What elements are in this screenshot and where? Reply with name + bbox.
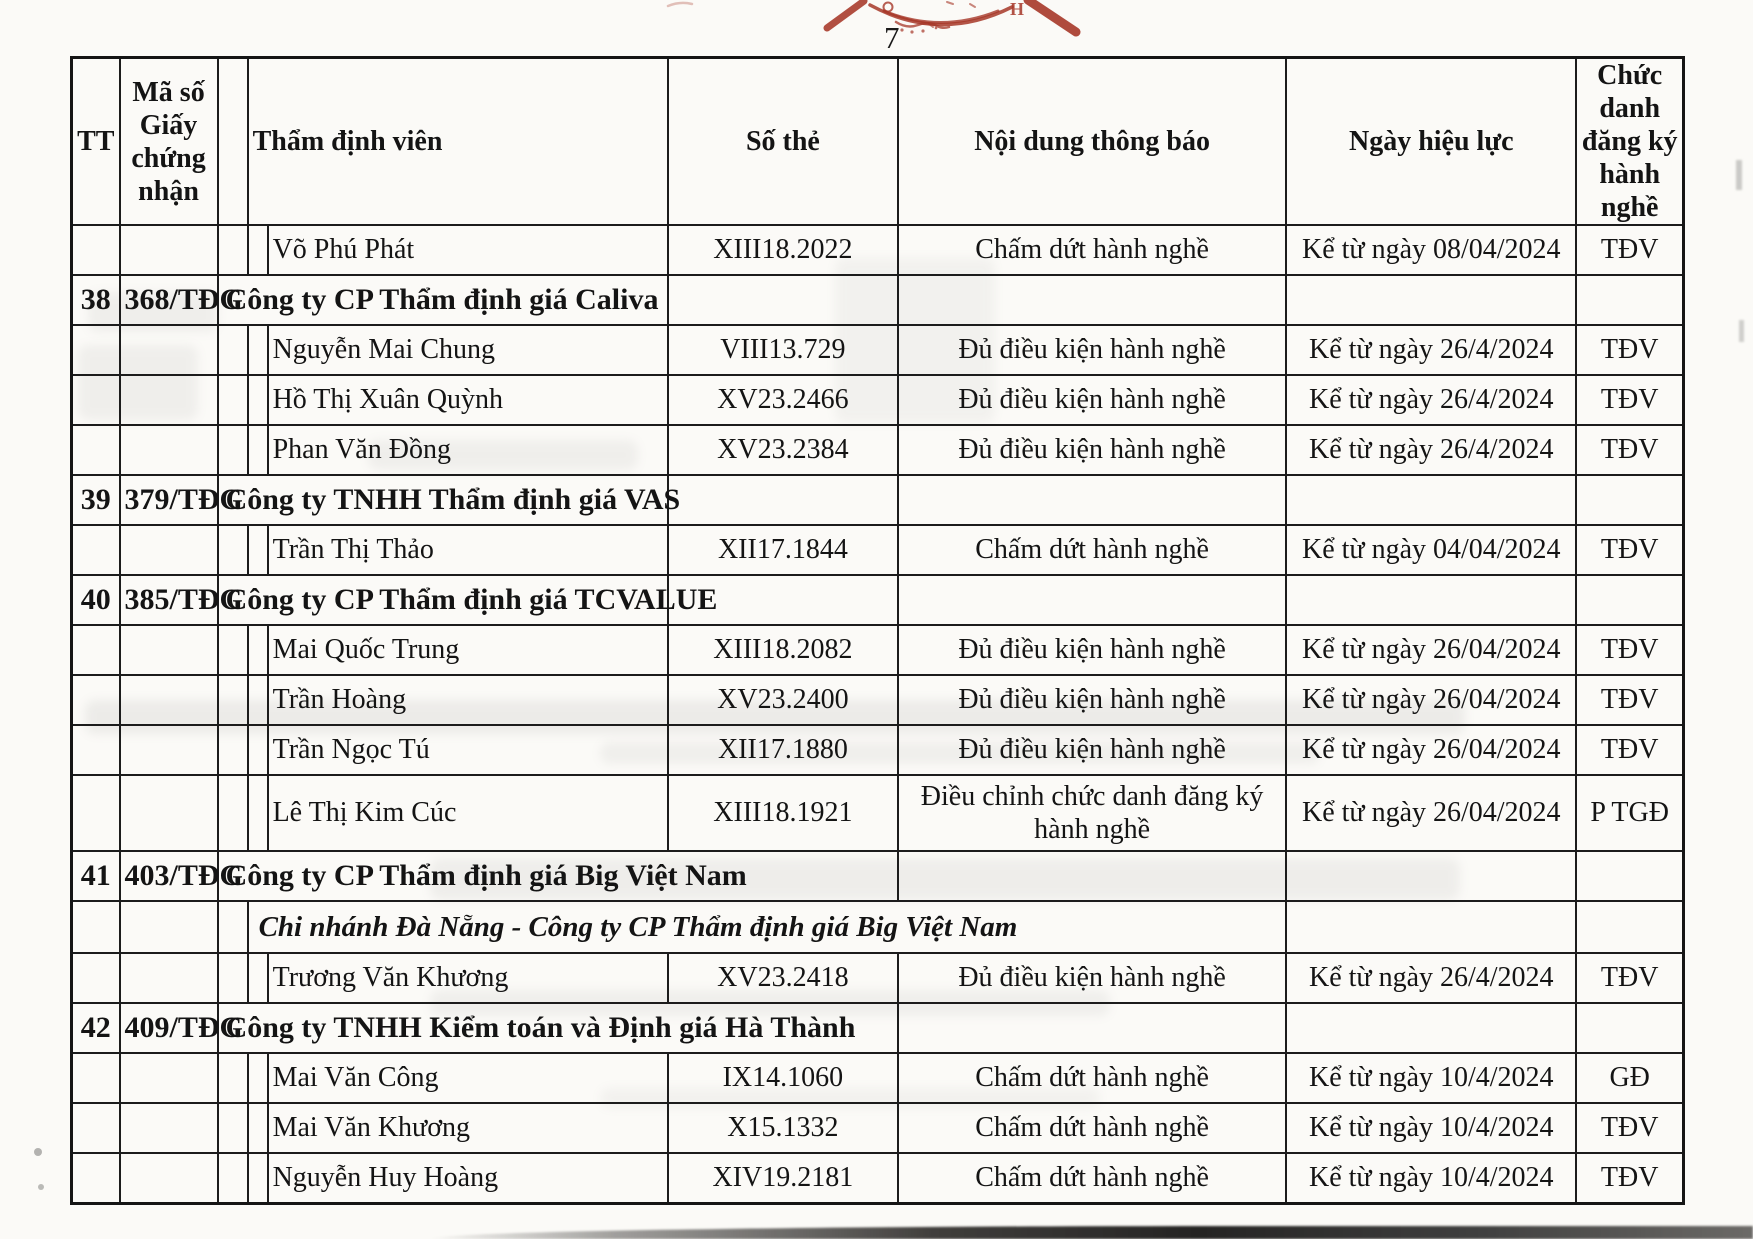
spacer-cell [248,325,268,375]
card-number-cell: XII17.1844 [668,525,898,575]
spacer-cell [218,675,248,725]
header-card-number: Số thẻ [668,58,898,226]
person-row [72,1053,1684,1103]
spacer-cell [218,775,248,851]
header-spacer [218,58,248,226]
title-cell [1576,1003,1683,1053]
branch-name-cell: Chi nhánh Đà Nẵng - Công ty CP Thẩm định giá Big Việt Nam [248,901,1287,953]
title-cell: TĐV [1576,325,1683,375]
cert-code-cell [120,675,218,725]
seal-letter: H [1010,0,1025,19]
tt-cell [72,625,120,675]
title-cell: P TGĐ [1576,775,1683,851]
cert-code-cell [120,425,218,475]
red-seal-fragment-icon [640,0,1100,46]
appraiser-name-cell: Trần Thị Thảo [268,525,668,575]
card-number-cell: IX14.1060 [668,1053,898,1103]
cert-code-cell [120,901,218,953]
title-cell: TĐV [1576,625,1683,675]
effective-date-cell: Kể từ ngày 10/4/2024 [1286,1053,1576,1103]
notice-cell: Đủ điều kiện hành nghề [898,953,1286,1003]
person-row [72,1103,1684,1153]
cert-code-cell [120,225,218,275]
card-number-cell: XIII18.2082 [668,625,898,675]
tt-cell: 41 [72,851,120,901]
company-name-cell: Công ty TNHH Thẩm định giá VAS [218,475,668,525]
spacer-cell [248,375,268,425]
title-cell: TĐV [1576,425,1683,475]
spacer-cell [218,225,248,275]
card-cell [668,475,898,525]
spacer-cell [218,953,248,1003]
tt-cell [72,425,120,475]
spacer-cell [218,325,248,375]
person-row [72,325,1684,375]
notice-cell [898,475,1286,525]
tt-cell [72,725,120,775]
appraiser-name-cell: Trần Ngọc Tú [268,725,668,775]
cert-code-cell [120,953,218,1003]
title-cell: TĐV [1576,375,1683,425]
date-cell [1286,851,1576,901]
branch-row [72,901,1684,953]
tt-cell: 40 [72,575,120,625]
spacer-cell [248,1153,268,1203]
title-cell: TĐV [1576,675,1683,725]
spacer-cell [248,1053,268,1103]
person-row [72,1153,1684,1203]
date-cell [1286,475,1576,525]
company-row [72,475,1684,525]
appraiser-notification-table [70,56,1685,1205]
tt-cell [72,325,120,375]
spacer-cell [248,225,268,275]
card-number-cell: X15.1332 [668,1103,898,1153]
effective-date-cell: Kể từ ngày 26/04/2024 [1286,625,1576,675]
title-cell [1576,901,1683,953]
tt-cell [72,375,120,425]
effective-date-cell [1286,901,1576,953]
date-cell [1286,575,1576,625]
person-row [72,725,1684,775]
title-cell [1576,851,1683,901]
company-name-cell: Công ty TNHH Kiểm toán và Định giá Hà Thành [218,1003,898,1053]
title-cell [1576,475,1683,525]
spacer-cell [218,1103,248,1153]
spacer-cell [218,425,248,475]
effective-date-cell: Kể từ ngày 26/04/2024 [1286,775,1576,851]
title-cell [1576,275,1683,325]
effective-date-cell: Kể từ ngày 26/4/2024 [1286,953,1576,1003]
company-row [72,851,1684,901]
notice-cell: Chấm dứt hành nghề [898,525,1286,575]
cert-code-cell [120,375,218,425]
appraiser-name-cell: Trần Hoàng [268,675,668,725]
person-row [72,953,1684,1003]
card-cell [668,275,898,325]
effective-date-cell: Kể từ ngày 04/04/2024 [1286,525,1576,575]
header-cert-number: Mã số Giấy chứng nhận [120,58,218,226]
scan-edge-mark [1739,320,1744,342]
card-number-cell: XIII18.1921 [668,775,898,851]
tt-cell [72,775,120,851]
cert-code-cell: 403/TĐG [120,851,218,901]
scan-speck [38,1184,44,1190]
notice-cell: Chấm dứt hành nghề [898,1053,1286,1103]
title-cell: TĐV [1576,725,1683,775]
title-cell: TĐV [1576,1103,1683,1153]
person-row [72,225,1684,275]
header-title: Chức danh đăng ký hành nghề [1576,58,1683,226]
person-row [72,675,1684,725]
company-row [72,1003,1684,1053]
card-number-cell: XV23.2384 [668,425,898,475]
tt-cell: 42 [72,1003,120,1053]
appraiser-name-cell: Mai Quốc Trung [268,625,668,675]
cert-code-cell: 368/TĐG [120,275,218,325]
title-cell: GĐ [1576,1053,1683,1103]
appraiser-name-cell: Hồ Thị Xuân Quỳnh [268,375,668,425]
appraiser-name-cell: Võ Phú Phát [268,225,668,275]
spacer-cell [218,375,248,425]
person-row [72,775,1684,851]
notice-cell: Chấm dứt hành nghề [898,1103,1286,1153]
spacer-cell [248,775,268,851]
spacer-cell [218,901,248,953]
spacer-cell [218,725,248,775]
spacer-cell [248,525,268,575]
date-cell [1286,275,1576,325]
title-cell: TĐV [1576,225,1683,275]
tt-cell [72,953,120,1003]
effective-date-cell: Kể từ ngày 26/4/2024 [1286,325,1576,375]
card-number-cell: XV23.2400 [668,675,898,725]
company-name-cell: Công ty CP Thẩm định giá Caliva [218,275,668,325]
notice-cell: Chấm dứt hành nghề [898,1153,1286,1203]
spacer-cell [248,425,268,475]
title-cell: TĐV [1576,953,1683,1003]
title-cell: TĐV [1576,1153,1683,1203]
card-number-cell: XIV19.2181 [668,1153,898,1203]
header-tt: TT [72,58,120,226]
cert-code-cell [120,525,218,575]
notice-cell: Đủ điều kiện hành nghề [898,725,1286,775]
card-number-cell: XV23.2466 [668,375,898,425]
spacer-cell [248,1103,268,1153]
appraiser-name-cell: Nguyễn Huy Hoàng [268,1153,668,1203]
cert-code-cell [120,775,218,851]
tt-cell: 39 [72,475,120,525]
spacer-cell [248,625,268,675]
notice-cell: Đủ điều kiện hành nghề [898,675,1286,725]
company-row [72,575,1684,625]
effective-date-cell: Kể từ ngày 26/04/2024 [1286,725,1576,775]
notice-cell: Đủ điều kiện hành nghề [898,375,1286,425]
person-row [72,625,1684,675]
card-number-cell: XII17.1880 [668,725,898,775]
header-notice: Nội dung thông báo [898,58,1286,226]
notice-cell: Đủ điều kiện hành nghề [898,425,1286,475]
notice-cell [898,575,1286,625]
cert-code-cell: 379/TĐG [120,475,218,525]
card-number-cell: XIII18.2022 [668,225,898,275]
effective-date-cell: Kể từ ngày 10/4/2024 [1286,1103,1576,1153]
appraiser-name-cell: Phan Văn Đồng [268,425,668,475]
cert-code-cell [120,1153,218,1203]
spacer-cell [218,1153,248,1203]
title-cell: TĐV [1576,525,1683,575]
title-cell [1576,575,1683,625]
effective-date-cell: Kể từ ngày 08/04/2024 [1286,225,1576,275]
cert-code-cell [120,1053,218,1103]
appraiser-name-cell: Mai Văn Khương [268,1103,668,1153]
cert-code-cell: 385/TĐG [120,575,218,625]
scan-edge-artifact [430,1226,1753,1239]
spacer-cell [248,725,268,775]
notice-cell [898,1003,1286,1053]
company-name-cell: Công ty CP Thẩm định giá TCVALUE [218,575,668,625]
spacer-cell [248,675,268,725]
tt-cell [72,1053,120,1103]
appraiser-name-cell: Trương Văn Khương [268,953,668,1003]
tt-cell [72,675,120,725]
company-name-cell: Công ty CP Thẩm định giá Big Việt Nam [218,851,898,901]
person-row [72,375,1684,425]
header-effective-date: Ngày hiệu lực [1286,58,1576,226]
table-body [72,225,1684,1203]
tt-cell [72,225,120,275]
effective-date-cell: Kể từ ngày 26/4/2024 [1286,375,1576,425]
cert-code-cell [120,725,218,775]
spacer-cell [248,953,268,1003]
effective-date-cell: Kể từ ngày 10/4/2024 [1286,1153,1576,1203]
page-number: 7 [884,20,900,55]
appraiser-name-cell: Mai Văn Công [268,1053,668,1103]
notice-cell: Điều chỉnh chức danh đăng ký hành nghề [898,775,1286,851]
card-number-cell: VIII13.729 [668,325,898,375]
appraiser-name-cell: Nguyễn Mai Chung [268,325,668,375]
spacer-cell [218,525,248,575]
date-cell [1286,1003,1576,1053]
cert-code-cell [120,625,218,675]
cert-code-cell: 409/TĐG [120,1003,218,1053]
notice-cell [898,851,1286,901]
person-row [72,525,1684,575]
person-row [72,425,1684,475]
scan-speck [34,1148,42,1156]
effective-date-cell: Kể từ ngày 26/4/2024 [1286,425,1576,475]
header-appraiser: Thẩm định viên [248,58,668,226]
tt-cell [72,1103,120,1153]
appraiser-name-cell: Lê Thị Kim Cúc [268,775,668,851]
spacer-cell [218,1053,248,1103]
notice-cell [898,275,1286,325]
company-row [72,275,1684,325]
card-number-cell: XV23.2418 [668,953,898,1003]
notice-cell: Đủ điều kiện hành nghề [898,325,1286,375]
notice-cell: Chấm dứt hành nghề [898,225,1286,275]
tt-cell: 38 [72,275,120,325]
tt-cell [72,525,120,575]
notice-cell: Đủ điều kiện hành nghề [898,625,1286,675]
cert-code-cell [120,325,218,375]
spacer-cell [218,625,248,675]
cert-code-cell [120,1103,218,1153]
tt-cell [72,901,120,953]
scan-edge-mark [1736,160,1742,190]
tt-cell [72,1153,120,1203]
table-header-row [72,58,1684,226]
effective-date-cell: Kể từ ngày 26/04/2024 [1286,675,1576,725]
